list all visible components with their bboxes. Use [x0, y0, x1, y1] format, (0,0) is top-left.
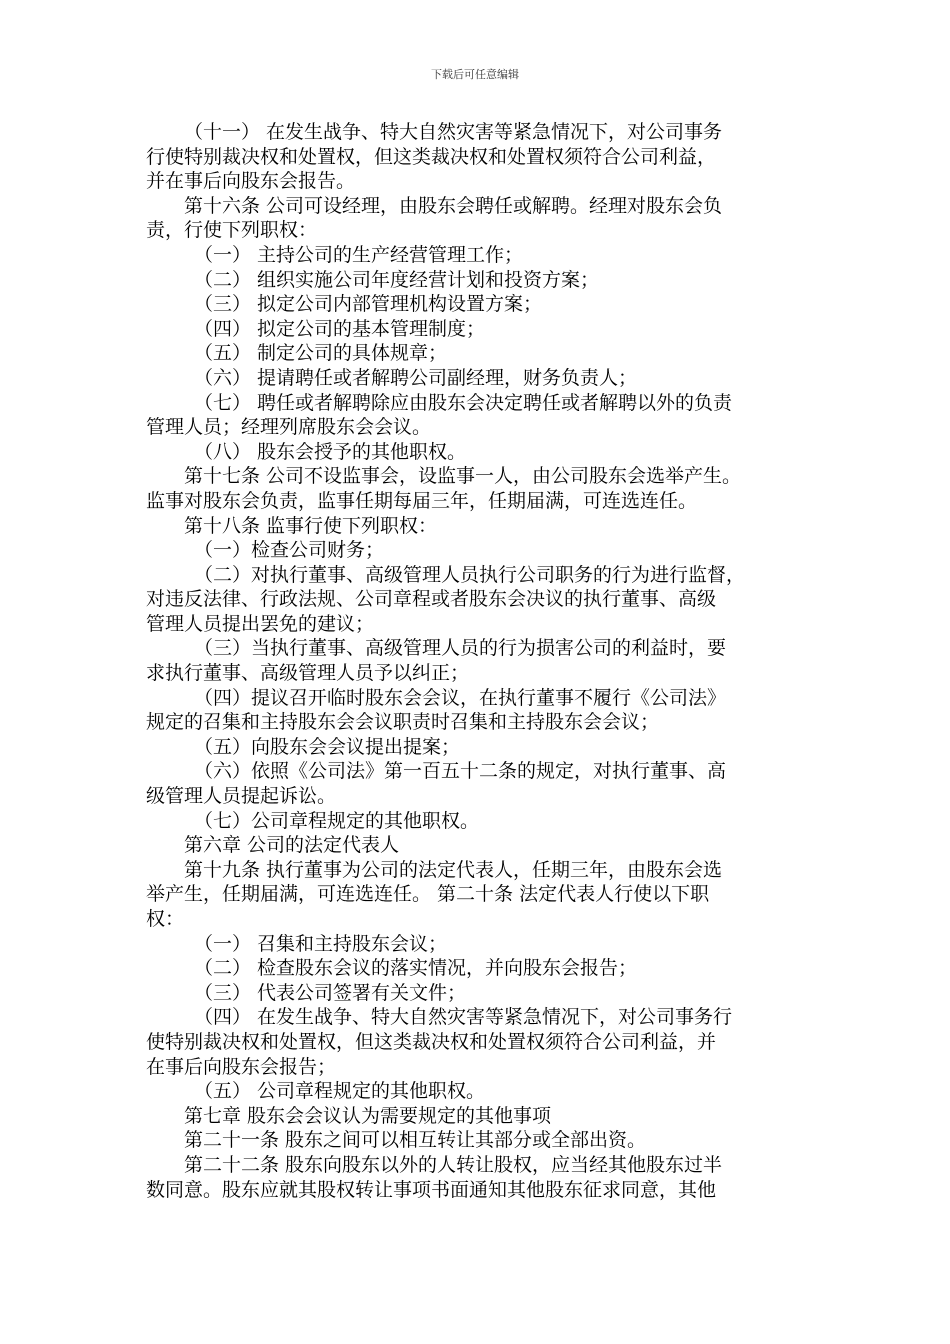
- text-line: （三）当执行董事、高级管理人员的行为损害公司的利益时，要: [194, 637, 727, 660]
- text-line: 第二十一条 股东之间可以相互转让其部分或全部出资。: [184, 1129, 647, 1152]
- text-line: 第十九条 执行董事为公司的法定代表人，任期三年，由股东会选: [184, 858, 723, 881]
- text-line: （四） 拟定公司的基本管理制度；: [194, 317, 486, 340]
- text-line: 规定的召集和主持股东会会议职责时召集和主持股东会会议；: [146, 711, 660, 734]
- text-line: 管理人员提出罢免的建议；: [146, 612, 375, 635]
- text-line: （七） 聘任或者解聘除应由股东会决定聘任或者解聘以外的负责: [194, 391, 733, 414]
- text-line: （十一） 在发生战争、特大自然灾害等紧急情况下，对公司事务: [184, 121, 723, 143]
- text-line: （五） 公司章程规定的其他职权。: [194, 1080, 486, 1103]
- text-line: 第七章 股东会会议认为需要规定的其他事项: [184, 1104, 552, 1127]
- text-line: 使特别裁决权和处置权，但这类裁决权和处置权须符合公司利益，并: [146, 1030, 717, 1053]
- text-line: （三） 代表公司签署有关文件；: [194, 981, 467, 1004]
- text-line: （七）公司章程规定的其他职权。: [194, 809, 480, 832]
- text-line: 第二十二条 股东向股东以外的人转让股权，应当经其他股东过半: [184, 1153, 723, 1176]
- text-line: （八） 股东会授予的其他职权。: [194, 440, 467, 463]
- text-line: 第六章 公司的法定代表人: [184, 834, 400, 857]
- text-line: （六） 提请聘任或者解聘公司副经理，财务负责人；: [194, 366, 638, 389]
- text-line: 在事后向股东会报告；: [146, 1055, 337, 1078]
- text-line: 第十六条 公司可设经理，由股东会聘任或解聘。经理对股东会负: [184, 194, 723, 217]
- text-line: （二） 组织实施公司年度经营计划和投资方案；: [194, 268, 600, 291]
- text-line: 监事对股东会负责，监事任期每届三年，任期届满，可连选连任。: [146, 489, 698, 512]
- text-line: （五）向股东会会议提出提案；: [194, 735, 461, 758]
- text-line: 行使特别裁决权和处置权，但这类裁决权和处置权须符合公司利益，: [146, 145, 717, 168]
- text-line: （二）对执行董事、高级管理人员执行公司职务的行为进行监督，: [194, 563, 746, 586]
- text-line: （五） 制定公司的具体规章；: [194, 342, 448, 365]
- text-line: 数同意。股东应就其股权转让事项书面通知其他股东征求同意，其他: [146, 1178, 717, 1201]
- text-line: 并在事后向股东会报告。: [146, 170, 356, 193]
- text-line: （二） 检查股东会议的落实情况，并向股东会报告；: [194, 957, 638, 980]
- text-line: （四） 在发生战争、特大自然灾害等紧急情况下，对公司事务行: [194, 1006, 733, 1029]
- text-line: 责，行使下列职权：: [146, 219, 318, 242]
- text-line: 第十七条 公司不设监事会，设监事一人，由公司股东会选举产生。: [184, 465, 742, 488]
- text-line: （三） 拟定公司内部管理机构设置方案；: [194, 293, 543, 316]
- text-line: （一） 主持公司的生产经营管理工作；: [194, 243, 524, 266]
- text-line: 管理人员；经理列席股东会会议。: [146, 416, 432, 439]
- text-line: （一）检查公司财务；: [194, 539, 385, 562]
- document-body: [146, 120, 814, 1202]
- text-line: （一） 召集和主持股东会议；: [194, 932, 448, 955]
- page-header: 下载后可任意编辑: [431, 68, 519, 81]
- text-line: （四）提议召开临时股东会会议，在执行董事不履行《公司法》: [194, 686, 727, 709]
- text-line: 求执行董事、高级管理人员予以纠正；: [146, 662, 470, 685]
- text-line: 举产生，任期届满，可连选连任。 第二十条 法定代表人行使以下职: [146, 883, 710, 906]
- text-line: （六）依照《公司法》第一百五十二条的规定，对执行董事、高: [194, 760, 727, 783]
- text-line: 对违反法律、行政法规、公司章程或者股东会决议的执行董事、高级: [146, 588, 717, 611]
- text-line: 级管理人员提起诉讼。: [146, 785, 337, 808]
- text-line: 第十八条 监事行使下列职权：: [184, 514, 438, 537]
- text-line: 权：: [146, 908, 185, 930]
